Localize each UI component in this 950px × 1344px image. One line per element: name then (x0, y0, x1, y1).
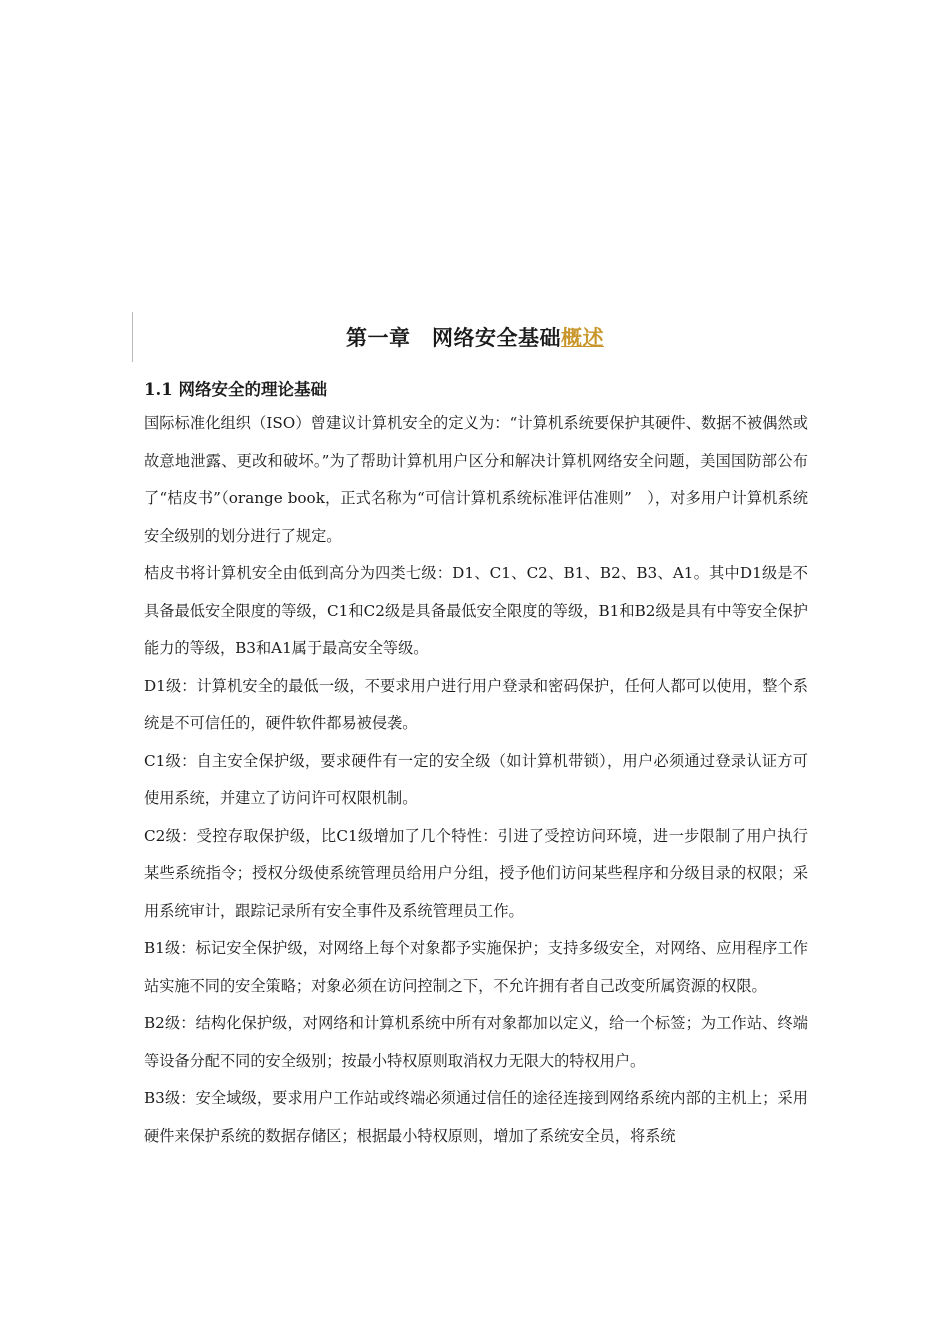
paragraph-b1-level: B1级：标记安全保护级，对网络上每个对象都予实施保护；支持多级安全，对网络、应用程序工作站实施不同的安全策略；对象必须在访问控制之下，不允许拥有者自己改变所属资源的权限。 (144, 939, 808, 995)
paragraph-c1-level: C1级：自主安全保护级，要求硬件有一定的安全级（如计算机带锁），用户必须通过登录认证方可使用系统，并建立了访问许可权限机制。 (144, 751, 808, 807)
paragraph-iso-definition: 国际标准化组织（ISO）曾建议计算机安全的定义为：“计算机系统要保护其硬件、数据不被偶然或故意地泄露、更改和破坏。”为了帮助计算机用户区分和解决计算机网络安全问题，美国国防部公布了“桔皮书”（orange book，正式名称为“可信计算机系统标准评估准则” ），对多用户计算机系统安全级别的划分进行了规定。 (144, 414, 808, 545)
chapter-title-main: 第一章 网络安全基础 (346, 325, 561, 350)
paragraph-b2-level: B2级：结构化保护级，对网络和计算机系统中所有对象都加以定义，给一个标签；为工作站、终端等设备分配不同的安全级别；按最小特权原则取消权力无限大的特权用户。 (144, 1014, 808, 1070)
paragraph-c2-level: C2级：受控存取保护级，比C1级增加了几个特性：引进了受控访问环境，进一步限制了用户执行某些系统指令；授权分级使系统管理员给用户分组，授予他们访问某些程序和分级目录的权限；采用系统审计，跟踪记录所有安全事件及系统管理员工作。 (144, 826, 808, 920)
paragraph-orange-book-levels: 桔皮书将计算机安全由低到高分为四类七级：D1、C1、C2、B1、B2、B3、A1。其中D1级是不具备最低安全限度的等级，C1和C2级是具备最低安全限度的等级，B1和B2级是具有中等安全保护能力的等级，B3和A1属于最高安全等级。 (144, 564, 808, 657)
paragraph-b3-level: B3级：安全域级，要求用户工作站或终端必须通过信任的途径连接到网络系统内部的主机上；采用硬件来保护系统的数据存储区；根据最小特权原则，增加了系统安全员，将系统 (144, 1089, 808, 1145)
chapter-title-highlight: 概述 (561, 325, 604, 350)
chapter-title (0, 322, 950, 352)
paragraph-d1-level: D1级：计算机安全的最低一级，不要求用户进行用户登录和密码保护，任何人都可以使用，整个系统是不可信任的，硬件软件都易被侵袭。 (144, 676, 808, 732)
section-title: 1.1 网络安全的理论基础 (144, 380, 327, 399)
body-text (144, 405, 808, 1155)
